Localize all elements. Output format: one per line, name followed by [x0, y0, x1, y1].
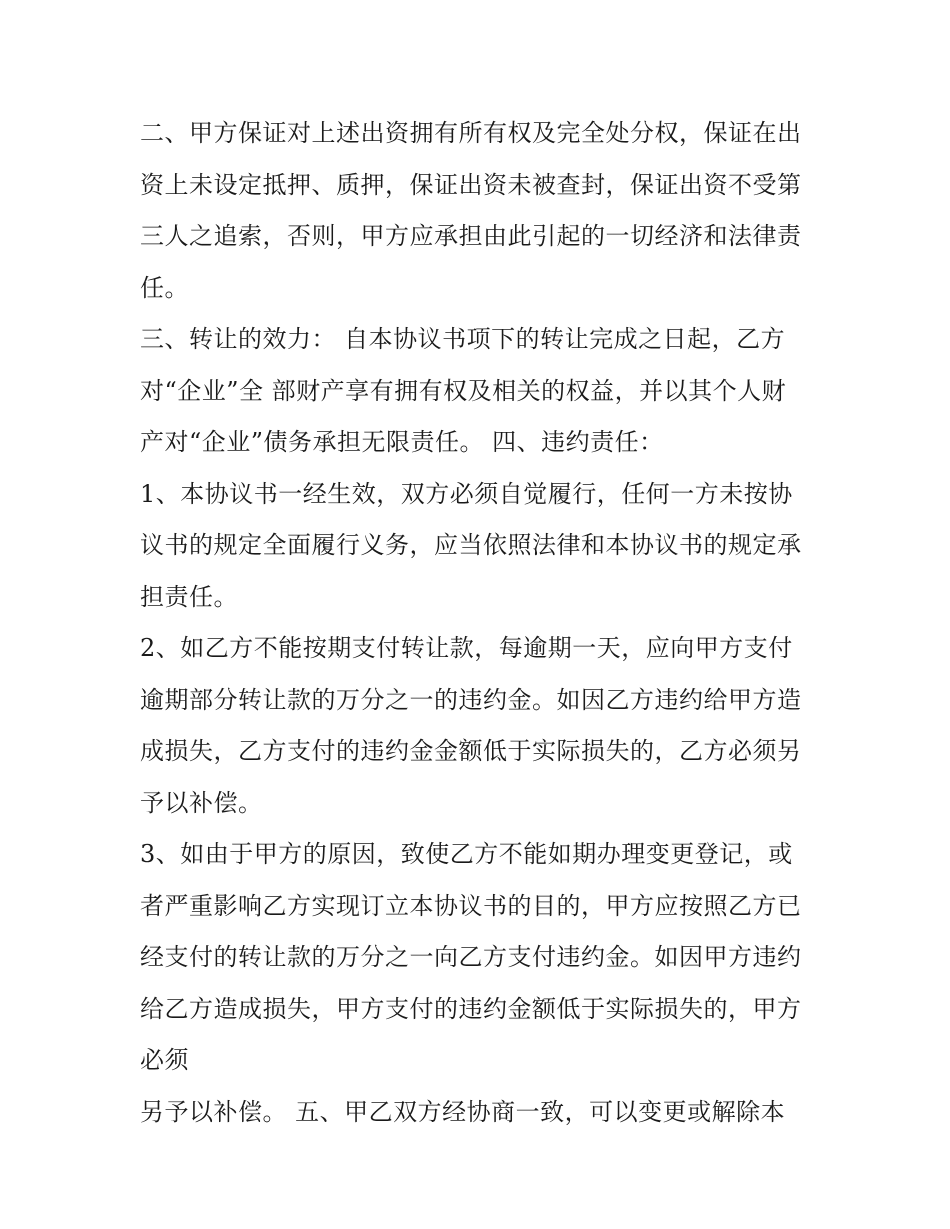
text-line: 经支付的转让款的万分之一向乙方支付违约金。如因甲方违约	[140, 943, 802, 971]
document-body	[140, 108, 820, 1138]
text-line: 资上未设定抵押、质押，保证出资未被查封，保证出资不受第	[140, 170, 802, 199]
text-line: 担责任。	[140, 582, 238, 611]
text-line: 1、本协议书一经生效，双方必须自觉履行，任何一方未按协	[140, 479, 793, 508]
text-line: 任。	[140, 273, 189, 302]
text-line: 2、如乙方不能按期支付转让款，每逾期一天，应向甲方支付	[140, 634, 793, 662]
text-line: 3、如由于甲方的原因，致使乙方不能如期办理变更登记，或	[140, 840, 793, 868]
text-line: 二、甲方保证对上述出资拥有所有权及完全处分权，保证在出	[140, 119, 802, 147]
text-line: 者严重影响乙方实现订立本协议书的目的，甲方应按照乙方已	[140, 891, 802, 920]
text-line: 必须	[140, 1046, 189, 1074]
text-line: 成损失，乙方支付的违约金金额低于实际损失的，乙方必须另	[140, 737, 802, 765]
text-line: 予以补偿。	[140, 788, 263, 817]
text-line: 三人之追索，否则，甲方应承担由此引起的一切经济和法律责	[140, 222, 802, 250]
text-line: 逾期部分转让款的万分之一的违约金。如因乙方违约给甲方造	[140, 685, 802, 714]
text-line: 产对“企业”债务承担无限责任。 四、违约责任：	[140, 428, 664, 456]
text-line: 另予以补偿。 五、甲乙双方经协商一致，可以变更或解除本	[140, 1097, 786, 1126]
text-line: 给乙方造成损失，甲方支付的违约金额低于实际损失的，甲方	[140, 994, 802, 1023]
text-line: 议书的规定全面履行义务，应当依照法律和本协议书的规定承	[140, 531, 802, 559]
text-line: 三、转让的效力： 自本协议书项下的转让完成之日起，乙方	[140, 325, 786, 353]
text-line: 对“企业”全 部财产享有拥有权及相关的权益，并以其个人财	[140, 376, 787, 405]
